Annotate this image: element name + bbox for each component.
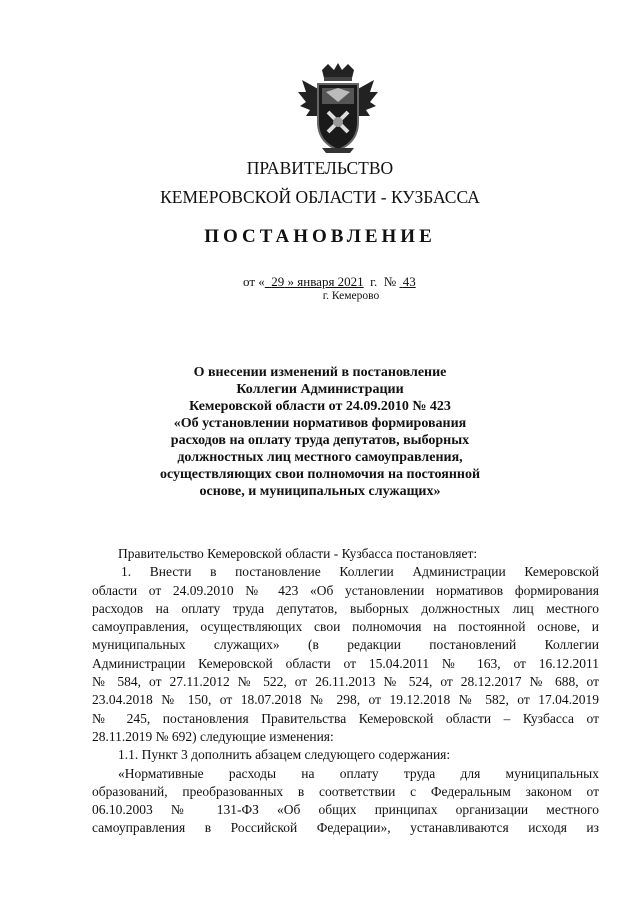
body-line: № 245, постановления Правительства Кемеровской области – Кузбасса от bbox=[92, 710, 599, 726]
body-line: самоуправления в Российской Федерации», устанавливаются исходя из bbox=[92, 820, 599, 836]
title-line: основе, и муниципальных служащих» bbox=[199, 484, 441, 499]
body-line: расходов на оплату труда депутатов, выборных должностных лиц местного bbox=[92, 600, 599, 616]
body-line: 23.04.2018 № 150, от 18.07.2018 № 298, от 19.12.2018 № 582, от 17.04.2019 bbox=[92, 692, 599, 708]
title-line: должностных лиц местного самоуправления, bbox=[177, 450, 463, 465]
body-line: самоуправления, осуществляющих свои полномочия на постоянной основе, и bbox=[92, 619, 599, 635]
body-line: 06.10.2003 № 131-ФЗ «Об общих принципах организации местного bbox=[92, 802, 599, 818]
body-line: 28.11.2019 № 692) следующие изменения: bbox=[92, 728, 334, 744]
decree-date-line bbox=[243, 274, 416, 290]
document-type-heading: ПОСТАНОВЛЕНИЕ bbox=[204, 226, 436, 247]
decree-number: 43 bbox=[402, 274, 416, 289]
body-line: муниципальных служащих» (в редакции постановлений Коллегии bbox=[92, 637, 599, 653]
number-sign: № bbox=[383, 274, 397, 289]
coat-of-arms-icon bbox=[292, 62, 384, 154]
title-line: Коллегии Администрации bbox=[236, 382, 404, 397]
body-line: № 584, от 27.11.2012 № 522, от 26.11.2013 № 524, от 28.12.2017 № 688, от bbox=[92, 674, 599, 690]
decree-title bbox=[120, 364, 520, 500]
body-line: области от 24.09.2010 № 423 «Об установлении нормативов формирования bbox=[92, 582, 599, 598]
body-line: Правительство Кемеровской области - Кузбасса постановляет: bbox=[118, 546, 478, 561]
government-title-line2: КЕМЕРОВСКОЙ ОБЛАСТИ - КУЗБАССА bbox=[160, 187, 480, 207]
body-line: «Нормативные расходы на оплату труда для муниципальных bbox=[118, 765, 599, 781]
government-title-line1: ПРАВИТЕЛЬСТВО bbox=[246, 158, 394, 178]
title-line: Кемеровской области от 24.09.2010 № 423 bbox=[189, 399, 451, 414]
body-line: 1.1. Пункт 3 дополнить абзацем следующего содержания: bbox=[118, 747, 451, 763]
title-line: «Об установлении нормативов формирования bbox=[173, 416, 467, 431]
title-line: расходов на оплату труда депутатов, выборных bbox=[170, 433, 470, 448]
date-month-year: » января 2021 bbox=[287, 274, 364, 289]
date-suffix: г. bbox=[370, 274, 378, 289]
decree-body bbox=[92, 545, 599, 838]
date-day: 29 bbox=[271, 274, 285, 289]
date-prefix: от « bbox=[243, 274, 265, 289]
title-line: осуществляющих свои полномочия на постоянной bbox=[159, 467, 481, 482]
title-line: О внесении изменений в постановление bbox=[193, 365, 447, 380]
body-line: Администрации Кемеровской области от 15.04.2011 № 163, от 16.12.2011 bbox=[92, 655, 599, 671]
city-name: г. Кемерово bbox=[322, 290, 380, 302]
body-line: 1. Внести в постановление Коллегии Администрации Кемеровской bbox=[121, 564, 599, 580]
body-line: образований, преобразованных в соответствии с Федеральным законом от bbox=[92, 783, 599, 799]
